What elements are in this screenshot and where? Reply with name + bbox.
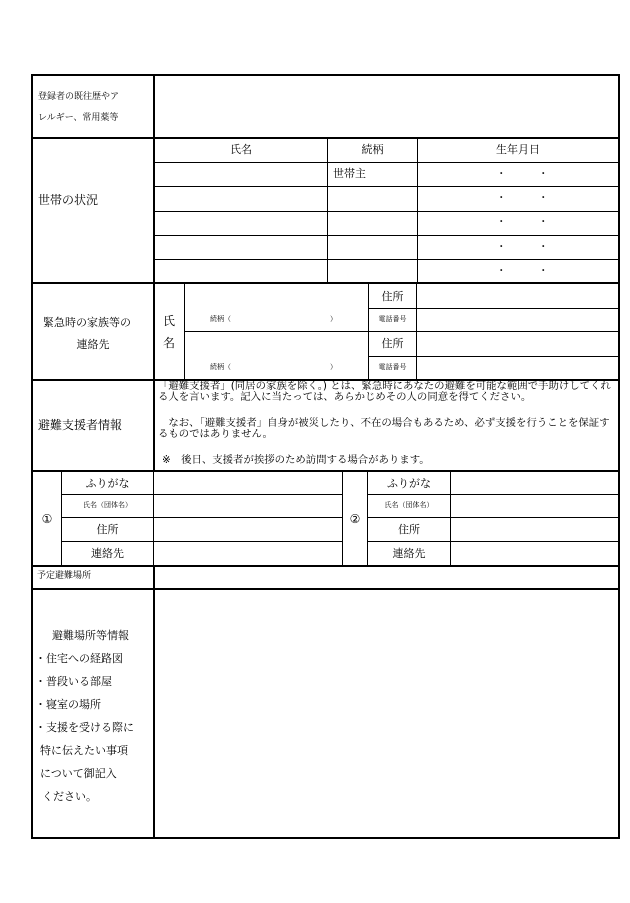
hh-name-4[interactable] <box>155 236 327 259</box>
evac-info-cont-3: ください。 <box>42 790 97 803</box>
emergency-relation-prefix-2: 続柄（ <box>210 363 231 371</box>
birthdate-dots-4: ・ ・ <box>496 241 549 253</box>
supporter-label: 避難支援者情報 <box>38 418 123 432</box>
emergency-label-line1: 緊急時の家族等の <box>43 316 131 329</box>
border-left <box>31 74 33 839</box>
allergy-input[interactable] <box>155 76 618 137</box>
sep-allergy <box>31 137 620 139</box>
header-relation: 続柄 <box>361 143 384 156</box>
birthdate-dots-1: ・ ・ <box>496 168 549 180</box>
emergency-phone-label-2: 電話番号 <box>378 363 407 371</box>
evac-info-item-bedroom: ・寝室の場所 <box>35 698 101 711</box>
emergency-relation-prefix-1: 続柄（ <box>210 315 231 323</box>
entry2-name-input[interactable] <box>451 495 618 517</box>
entry1-address-input[interactable] <box>154 518 342 541</box>
entry2-org-name-label: 氏名（団体名） <box>384 501 434 509</box>
emergency-label-line2: 連絡先 <box>76 338 110 351</box>
emergency-name-char2: 名 <box>163 336 176 350</box>
evac-info-cont-1: 特に伝えたい事項 <box>40 744 128 757</box>
hh-name-3[interactable] <box>155 212 327 235</box>
birthdate-dots-3: ・ ・ <box>496 216 549 228</box>
emergency-relation-suffix-2: ） <box>330 363 337 371</box>
entry1-furigana-label: ふりがな <box>85 477 130 490</box>
emergency-address-input-2[interactable] <box>417 332 618 356</box>
allergy-label-line1: 登録者の既往歴やア <box>38 92 120 102</box>
entry1-contact-input[interactable] <box>154 542 342 565</box>
header-name: 氏名 <box>230 143 252 156</box>
entry2-furigana-label: ふりがな <box>387 477 431 490</box>
evac-info-cont-2: について御記入 <box>40 767 117 780</box>
hh-name-1[interactable] <box>155 163 327 186</box>
hh-name-5[interactable] <box>155 260 327 282</box>
shelter-label: 予定避難場所 <box>37 571 92 581</box>
shelter-input[interactable] <box>155 567 618 588</box>
entry1-contact-label: 連絡先 <box>91 547 124 560</box>
evac-info-title: 避難場所等情報 <box>52 629 129 642</box>
emergency-address-label-2: 住所 <box>381 337 404 350</box>
evac-info-item-support: ・支援を受ける際に <box>35 721 134 734</box>
emergency-phone-input-1[interactable] <box>417 309 618 331</box>
emergency-phone-input-2[interactable] <box>417 357 618 379</box>
supporter-paragraph-1: 「避難支援者」(同居の家族を除く。) とは、緊急時にあなたの避難を可能な範囲で手助けしてくれる人を言います。記入に当たっては、あらかじめその人の同意を得てください。 <box>158 380 611 403</box>
emergency-address-label-1: 住所 <box>381 290 404 303</box>
registration-form <box>31 74 620 839</box>
entry2-contact-label: 連絡先 <box>392 547 426 560</box>
border-right <box>618 74 620 839</box>
allergy-label-line2: レルギー、常用薬等 <box>38 113 119 123</box>
supporter-note: ※ 後日、支援者が挨拶のため訪問する場合があります。 <box>162 454 430 466</box>
entry1-mark: ① <box>41 512 53 526</box>
entry2-address-input[interactable] <box>451 518 618 541</box>
household-label: 世帯の状況 <box>38 193 99 207</box>
emergency-phone-label-1: 電話番号 <box>378 315 407 323</box>
entry1-org-name-label: 氏名（団体名） <box>83 501 132 509</box>
entry2-mark: ② <box>349 512 361 526</box>
birthdate-dots-5: ・ ・ <box>496 265 549 277</box>
evac-info-item-room: ・普段いる部屋 <box>35 675 112 688</box>
hh-col-birthdate <box>417 138 418 283</box>
emergency-relation-suffix-1: ） <box>330 315 337 323</box>
hh-col-relation <box>327 138 328 283</box>
entry2-address-label: 住所 <box>398 523 420 536</box>
emergency-address-input-1[interactable] <box>417 284 618 308</box>
entry1-furigana-input[interactable] <box>154 472 342 494</box>
em-col-name <box>184 284 185 380</box>
emergency-name-char1: 氏 <box>163 314 176 328</box>
entry1-name-input[interactable] <box>154 495 342 517</box>
supporter-paragraph-2: なお、「避難支援者」自身が被災したり、不在の場合もあるため、必ず支援を行うことを保証するものではありません。 <box>158 417 610 440</box>
header-birthdate: 生年月日 <box>496 143 540 156</box>
evac-info-item-route: ・住宅への経路図 <box>35 652 123 665</box>
hh-name-2[interactable] <box>155 187 327 211</box>
entry1-address-label: 住所 <box>96 523 119 536</box>
entry2-furigana-input[interactable] <box>451 472 618 494</box>
evac-info-input[interactable] <box>155 590 618 837</box>
border-bottom <box>31 837 620 839</box>
birthdate-dots-2: ・ ・ <box>496 192 549 204</box>
entry2-contact-input[interactable] <box>451 542 618 565</box>
head-of-household: 世帯主 <box>333 167 366 180</box>
